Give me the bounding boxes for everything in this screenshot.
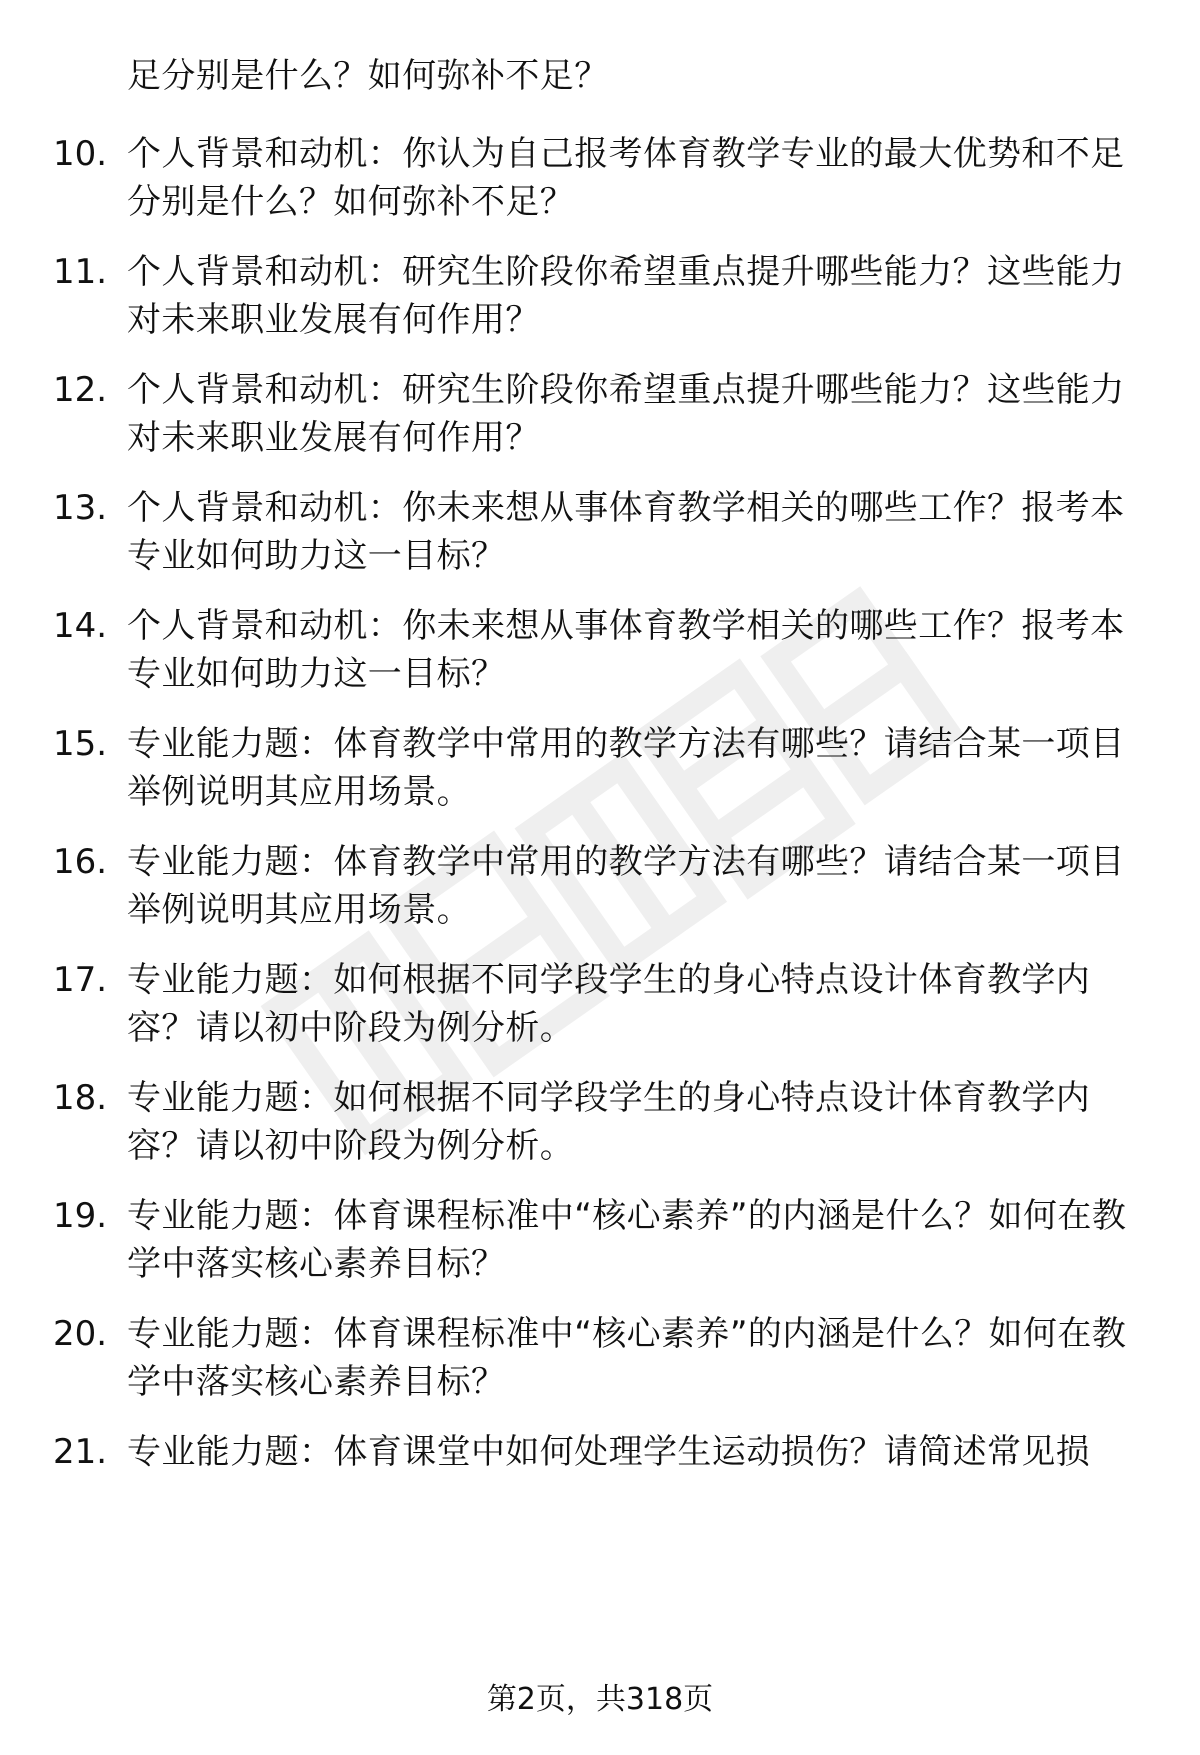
list-item bbox=[0, 130, 1200, 226]
item-number: 11. bbox=[53, 252, 108, 292]
item-text: 专业能力题：体育教学中常用的教学方法有哪些？请结合某一项目举例说明其应用场景。 bbox=[127, 842, 1125, 930]
item-number: 10. bbox=[53, 134, 108, 174]
item-text: 专业能力题：体育课程标准中“核心素养”的内涵是什么？如何在教学中落实核心素养目标？ bbox=[127, 1314, 1127, 1402]
item-text: 个人背景和动机：研究生阶段你希望重点提升哪些能力？这些能力对未来职业发展有何作用？ bbox=[127, 370, 1125, 458]
list-item bbox=[0, 366, 1200, 462]
item-text: 专业能力题：如何根据不同学段学生的身心特点设计体育教学内容？请以初中阶段为例分析。 bbox=[127, 1078, 1091, 1166]
item-number: 21. bbox=[53, 1432, 108, 1472]
list-item bbox=[0, 484, 1200, 580]
item-number: 16. bbox=[53, 842, 108, 882]
list-item bbox=[0, 720, 1200, 816]
item-text: 专业能力题：体育课程标准中“核心素养”的内涵是什么？如何在教学中落实核心素养目标？ bbox=[127, 1196, 1127, 1284]
list-item bbox=[0, 1428, 1200, 1476]
list-item bbox=[0, 838, 1200, 934]
list-item bbox=[0, 1192, 1200, 1288]
item-number: 18. bbox=[53, 1078, 108, 1118]
item-number: 12. bbox=[53, 370, 108, 410]
continuation-text: 足分别是什么？如何弥补不足？ bbox=[127, 56, 609, 96]
list-item bbox=[0, 248, 1200, 344]
list-item bbox=[0, 956, 1200, 1052]
item-text: 个人背景和动机：研究生阶段你希望重点提升哪些能力？这些能力对未来职业发展有何作用？ bbox=[127, 252, 1125, 340]
item-number: 17. bbox=[53, 960, 108, 1000]
item-number: 15. bbox=[53, 724, 108, 764]
item-number: 13. bbox=[53, 488, 108, 528]
item-number: 20. bbox=[53, 1314, 108, 1354]
page-footer: 第2页，共318页 bbox=[486, 1682, 714, 1717]
item-number: 19. bbox=[53, 1196, 108, 1236]
list-item bbox=[0, 1310, 1200, 1406]
list-item bbox=[0, 1074, 1200, 1170]
item-text: 专业能力题：体育教学中常用的教学方法有哪些？请结合某一项目举例说明其应用场景。 bbox=[127, 724, 1125, 812]
item-text: 专业能力题：体育课堂中如何处理学生运动损伤？请简述常见损 bbox=[127, 1432, 1091, 1472]
item-text: 专业能力题：如何根据不同学段学生的身心特点设计体育教学内容？请以初中阶段为例分析。 bbox=[127, 960, 1091, 1048]
item-text: 个人背景和动机：你认为自己报考体育教学专业的最大优势和不足分别是什么？如何弥补不足？ bbox=[127, 134, 1125, 222]
item-text: 个人背景和动机：你未来想从事体育教学相关的哪些工作？报考本专业如何助力这一目标？ bbox=[127, 488, 1125, 576]
list-item bbox=[0, 602, 1200, 698]
item-text: 个人背景和动机：你未来想从事体育教学相关的哪些工作？报考本专业如何助力这一目标？ bbox=[127, 606, 1125, 694]
item-number: 14. bbox=[53, 606, 108, 646]
